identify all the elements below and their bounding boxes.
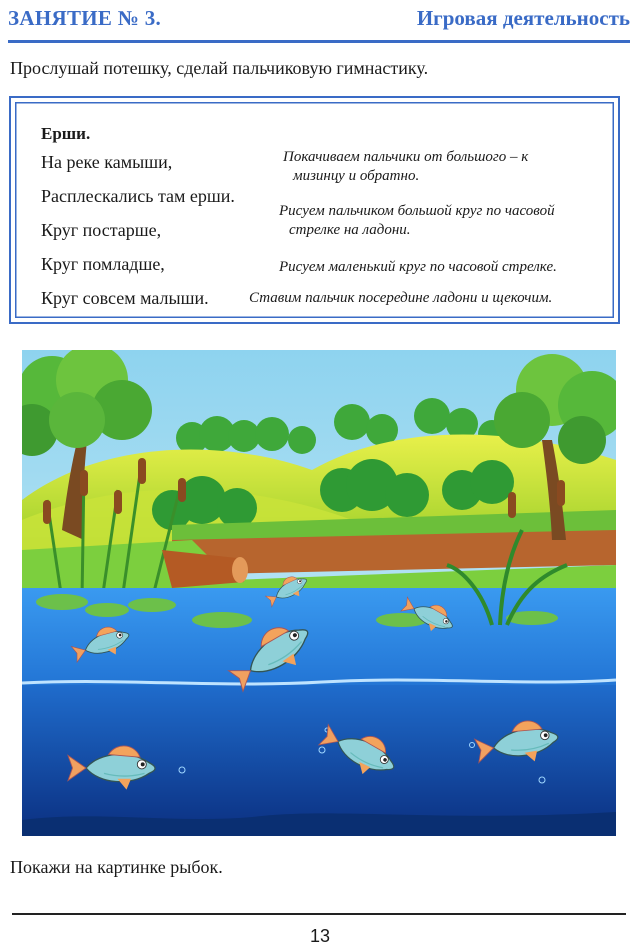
- page-number: 13: [309, 926, 331, 946]
- gesture-note-line: Ставим пальчик посередине ладони и щекочим.: [249, 290, 553, 306]
- pond-illustration: [22, 350, 616, 836]
- poem-box: [9, 96, 620, 324]
- poem-line: Круг помладше,: [41, 254, 165, 274]
- gesture-note-line: Покачиваем пальчики от большого – к: [283, 149, 529, 165]
- header-divider: [8, 40, 630, 43]
- poem-line: Круг постарше,: [41, 220, 162, 240]
- poem-title: Ерши.: [41, 124, 91, 143]
- poem-line: На реке камыши,: [41, 152, 173, 172]
- gesture-note: [283, 148, 528, 186]
- poem-line: Расплескались там ерши.: [41, 186, 235, 206]
- gesture-note-line: Рисуем маленький круг по часовой стрелке.: [279, 259, 557, 275]
- lesson-number: ЗАНЯТИЕ № 3.: [8, 6, 162, 30]
- instruction-text: Прослушай потешку, сделай пальчиковую гимнастику.: [10, 58, 429, 78]
- gesture-note-line: Рисуем пальчиком большой круг по часовой: [279, 203, 555, 219]
- section-title: Игровая деятельность: [416, 6, 630, 30]
- footer-divider: [12, 913, 626, 915]
- gesture-note: [279, 258, 557, 277]
- gesture-note: [249, 289, 552, 308]
- gesture-note: [279, 202, 555, 240]
- poem-line: Круг совсем малыши.: [41, 288, 209, 308]
- page-header: [8, 4, 630, 32]
- gesture-note-line: мизинцу и обратно.: [293, 168, 420, 184]
- task-text: Покажи на картинке рыбок.: [10, 857, 223, 877]
- gesture-note-line: стрелке на ладони.: [289, 222, 411, 238]
